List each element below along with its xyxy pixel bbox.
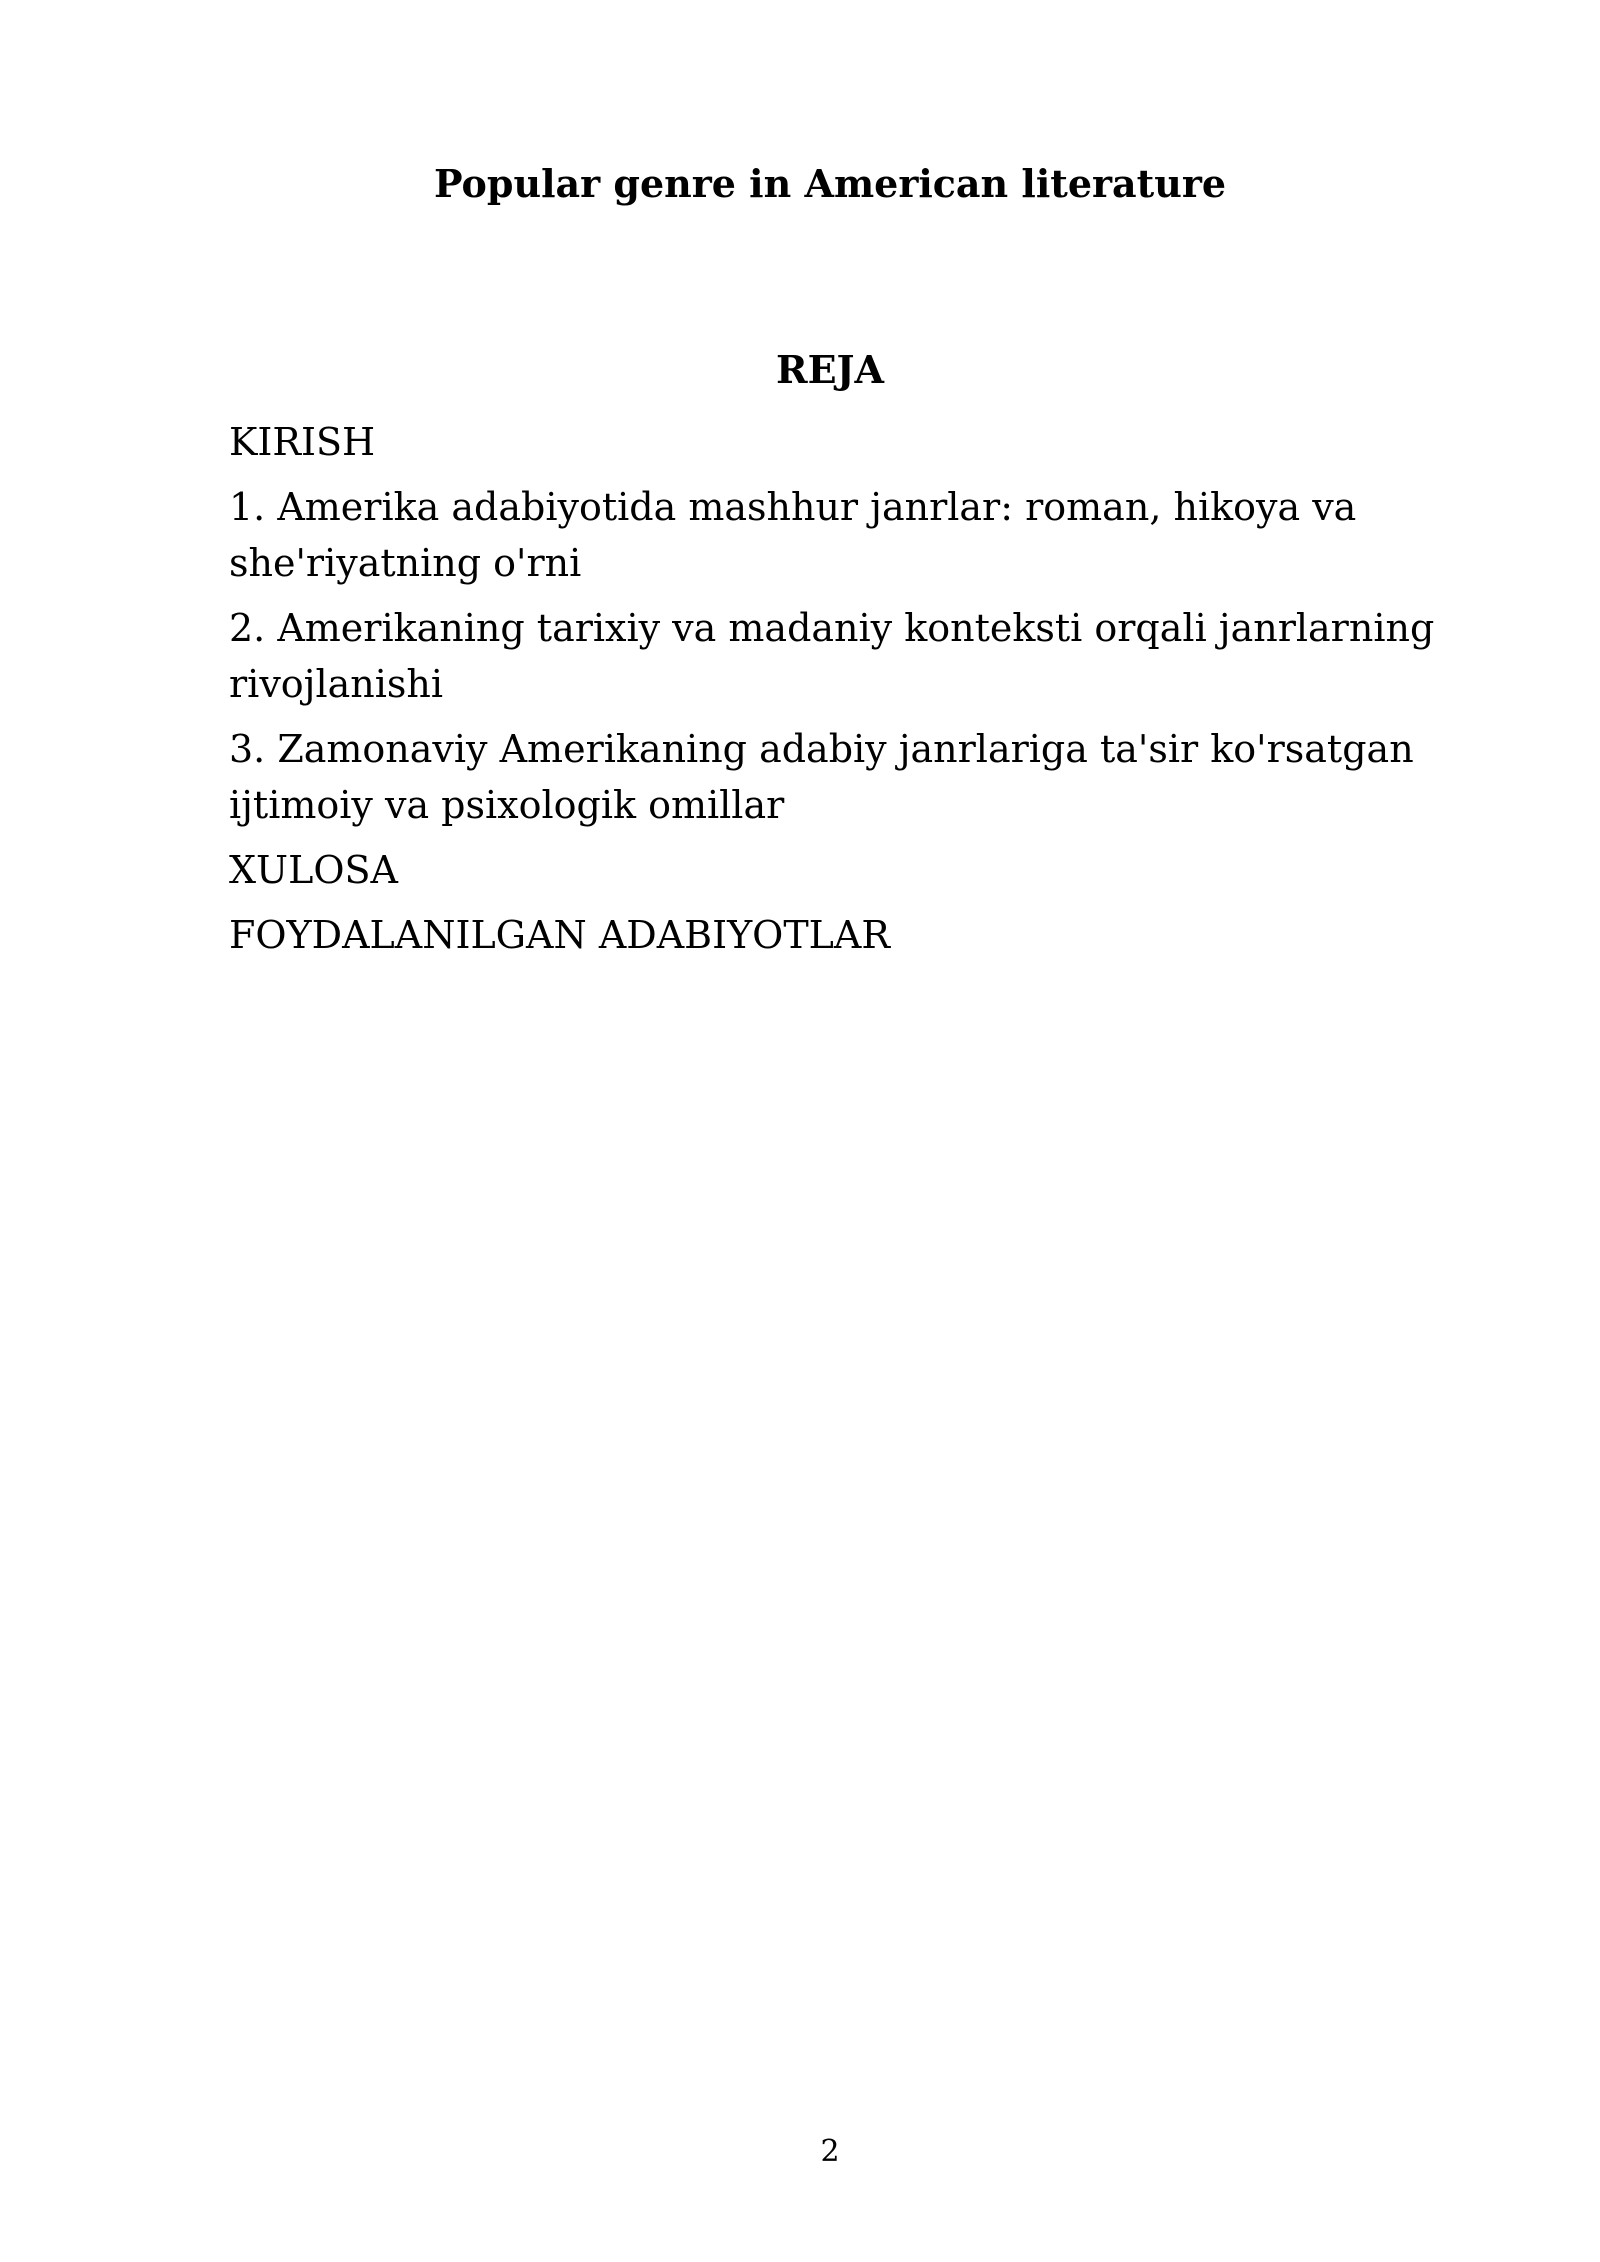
plan-list: [229, 414, 1459, 972]
page-number: 2: [820, 2134, 840, 2169]
document-title: Popular genre in American literature: [433, 161, 1227, 206]
plan-item-conclusion: XULOSA: [229, 848, 398, 892]
plan-item-introduction: KIRISH: [229, 420, 376, 464]
plan-item-3: 3. Zamonaviy Amerikaning adabiy janrlariga ta'sir ko'rsatgan ijtimoiy va psixologik omillar: [229, 727, 1414, 827]
plan-item-references: FOYDALANILGAN ADABIYOTLAR: [229, 913, 890, 957]
plan-item-1: 1. Amerika adabiyotida mashhur janrlar: roman, hikoya va she'riyatning o'rni: [229, 485, 1357, 585]
plan-item-2: 2. Amerikaning tarixiy va madaniy konteksti orqali janrlarning rivojlanishi: [229, 606, 1435, 706]
plan-heading: REJA: [775, 347, 884, 392]
